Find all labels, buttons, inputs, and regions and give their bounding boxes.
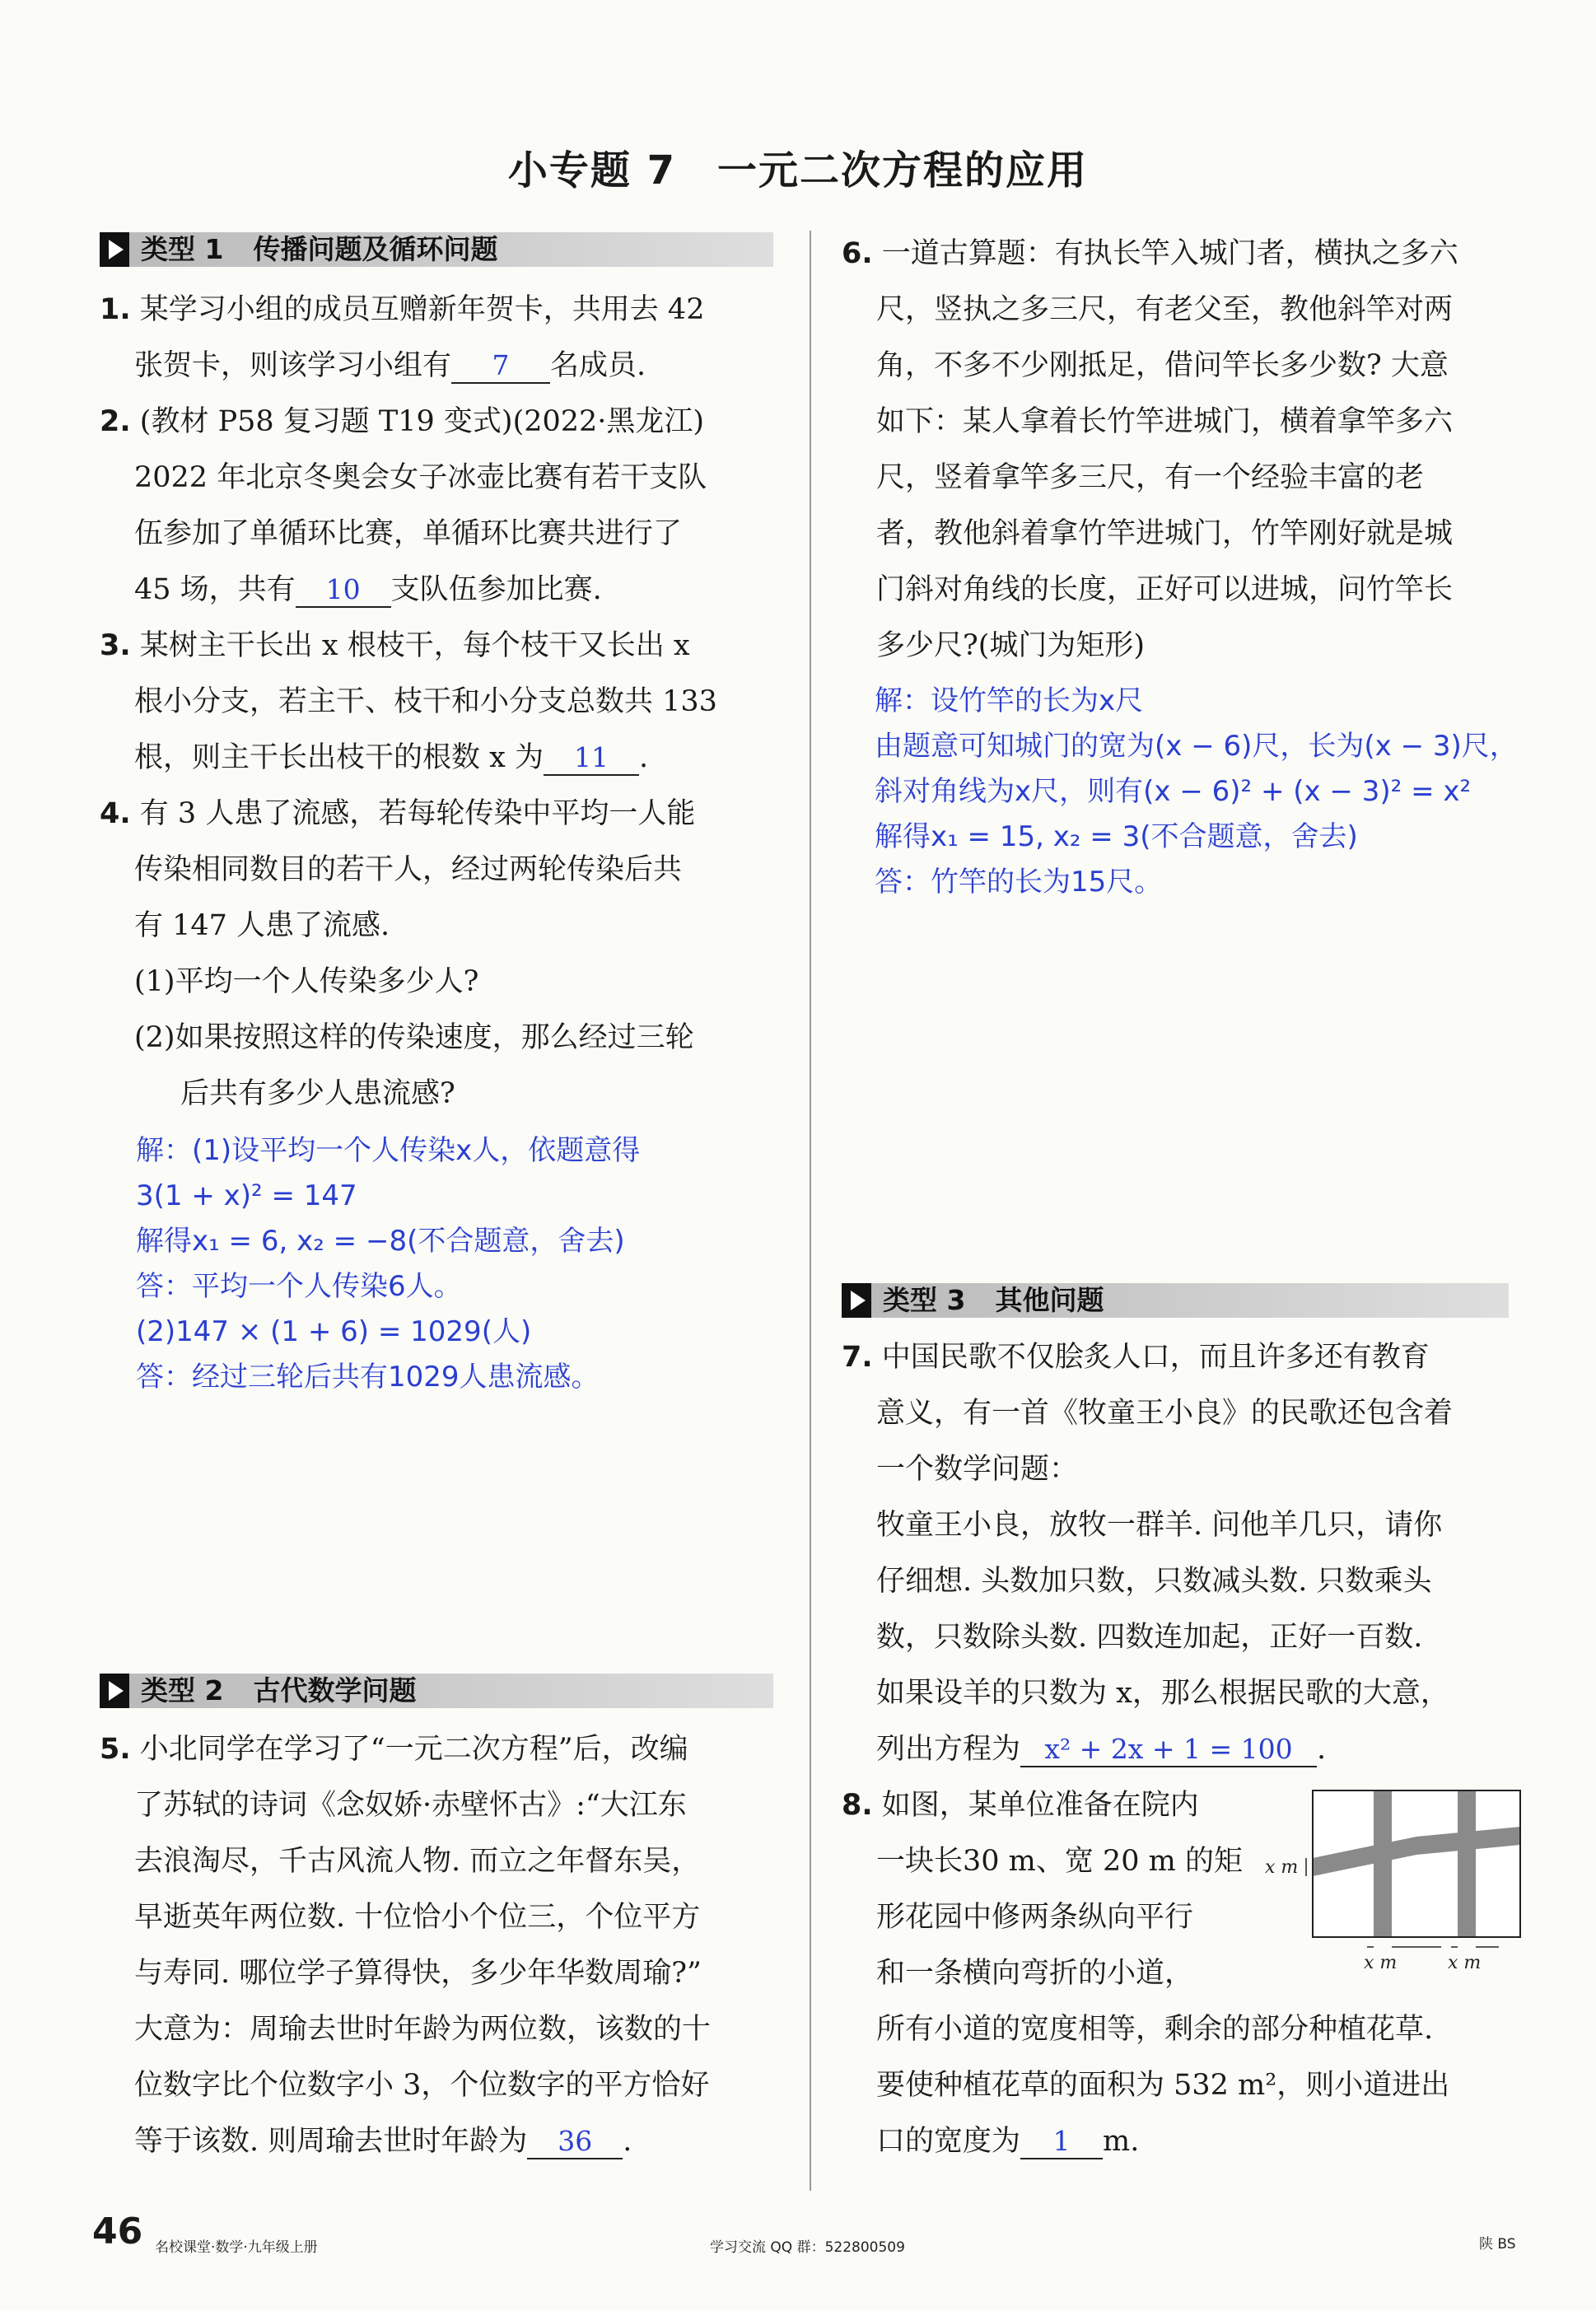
- page-title: 小专题 7 一元二次方程的应用: [507, 147, 1089, 194]
- question-8: 8. 如图，某单位准备在院内 一块长30 m、宽 20 m 的矩 形花园中修两条纵向平行 和一条横向弯折的小道， 所有小道的宽度相等，剩余的部分种植花草. 要使种植花草的面积为 532 m²，则小道进出 口的宽度为 1 m.: [842, 1789, 1450, 2158]
- page-number: 46: [92, 2211, 143, 2253]
- section-banner-2: 类型 2 古代数学问题: [100, 1674, 773, 1708]
- figure-label-bottom-2: x m: [1448, 1953, 1482, 1973]
- garden-path-figure: [1252, 1779, 1532, 1977]
- section-banner-3: 类型 3 其他问题: [842, 1283, 1509, 1318]
- answer-q3: 11: [574, 741, 609, 773]
- solution-q4: 解：(1)设平均一个人传染x人，依题意得 3(1 + x)² = 147 解得x₁ = 6, x₂ = −8(不合题意，舍去) 答：平均一个人传染6人。 (2)147 × (1 + 6) = 1029(人) 答：经过三轮后共有1029人患流感。: [136, 1134, 641, 1394]
- play-triangle-icon: [100, 232, 129, 267]
- solution-q6: 解：设竹竿的长为x尺 由题意可知城门的宽为(x − 6)尺，长为(x − 3)尺， 斜对角线为x尺，则有(x − 6)² + (x − 3)² = x² 解得x₁ = 15, x₂ = 3(不合题意，舍去) 答：竹竿的长为15尺。: [875, 684, 1518, 899]
- question-6: 6. 一道古算题：有执长竿入城门者，横执之多六 尺，竖执之多三尺，有老父至，教他斜竿对两 角，不多不少刚抵足，借问竿长多少数? 大意 如下：某人拿着长竹竿进城门，横着拿竿多六 尺，竖着拿竿多三尺，有一个经验丰富的老 者，教他斜着拿竹竿进城门，竹竿刚好就是城 门斜对角线的长度，正好可以进城，问竹竿长 多少尺?(城门为矩形): [842, 237, 1458, 662]
- question-1: 1. 某学习小组的成员互赠新年贺卡，共用去 42 张贺卡，则该学习小组有 7 名成员.: [100, 293, 705, 382]
- book-title: 名校课堂·数学·九年级上册: [155, 2239, 318, 2256]
- answer-q2: 10: [325, 573, 361, 605]
- section-banner-1: 类型 1 传播问题及循环问题: [100, 232, 773, 267]
- answer-q1: 7: [492, 349, 510, 381]
- play-triangle-icon: [100, 1674, 129, 1708]
- qq-group: 学习交流 QQ 群：522800509: [710, 2239, 905, 2256]
- play-triangle-icon: [842, 1283, 871, 1318]
- question-5: 5. 小北同学在学习了“一元二次方程”后，改编 了苏轼的诗词《念奴娇·赤壁怀古》:“大江东 去浪淘尽，千古风流人物. 而立之年督东吴， 早逝英年两位数. 十位恰小个位三，个位平方 与寿同. 哪位学子算得快，多少年华数周瑜?” 大意为：周瑜去世时年龄为两位数，该数的十 位数字比个位数字小 3，个位数字的平方恰好 等于该数. 则周瑜去世时年龄为 36 .: [100, 1733, 712, 2158]
- answer-q8: 1: [1052, 2125, 1071, 2157]
- question-2: 2. (教材 P58 复习题 T19 变式)(2022·黑龙江) 2022 年北京冬奥会女子冰壶比赛有若干支队 伍参加了单循环比赛，单循环比赛共进行了 45 场，共有 10 支队伍参加比赛.: [100, 405, 707, 606]
- column-divider: [810, 231, 811, 2191]
- figure-label-left: x m: [1265, 1857, 1299, 1878]
- answer-q5: 36: [558, 2125, 593, 2157]
- question-4: 4. 有 3 人患了流感，若每轮传染中平均一人能 传染相同数目的若干人，经过两轮传染后共 有 147 人患了流感. (1)平均一个人传染多少人? (2)如果按照这样的传染速度，那么经过三轮 后共有多少人患流感?: [100, 797, 696, 1110]
- question-3: 3. 某树主干长出 x 根枝干，每个枝干又长出 x 根小分支，若主干、枝干和小分支总数共 133 根，则主干长出枝干的根数 x 为 11 .: [100, 629, 717, 774]
- figure-label-bottom-1: x m: [1364, 1953, 1398, 1973]
- edition-label: 陕 BS: [1479, 2236, 1516, 2253]
- question-7: 7. 中国民歌不仅脍炙人口，而且许多还有教育 意义，有一首《牧童王小良》的民歌还包含着 一个数学问题： 牧童王小良，放牧一群羊. 问他羊几只，请你 仔细想. 头数加只数，只数减头数. 只数乘头 数，只数除头数. 四数连加起，正好一百数. 如果设羊的只数为 x，那么根据民歌的大意， 列出方程为 x² + 2x + 1 = 100 .: [842, 1341, 1454, 1766]
- answer-q7: x² + 2x + 1 = 100: [1044, 1733, 1293, 1765]
